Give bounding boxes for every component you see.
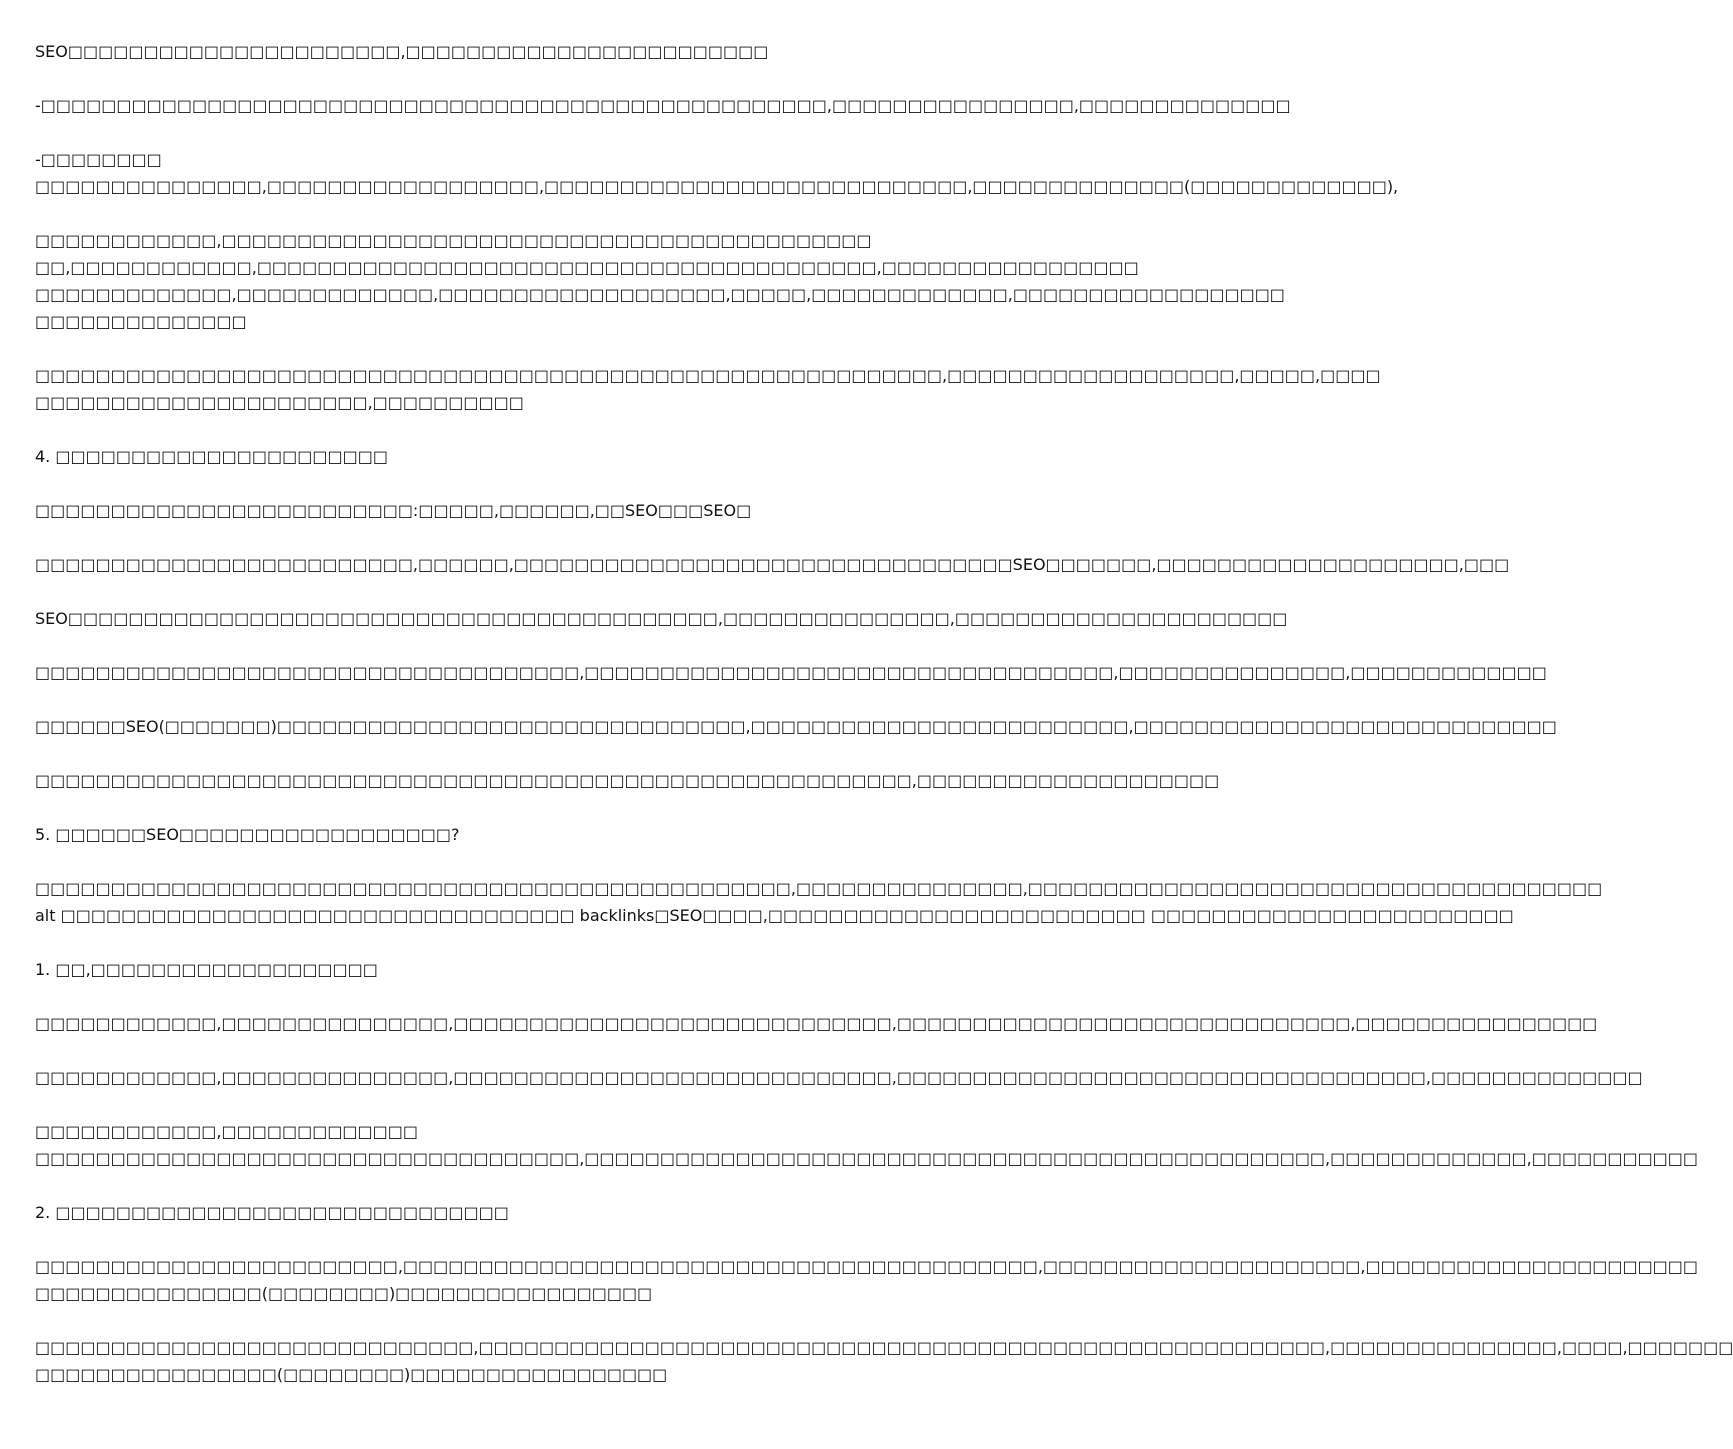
paragraph	[35, 1334, 1733, 1388]
paragraph	[35, 38, 990, 65]
text-line: □□□□□□□□□□□□□□	[35, 312, 247, 331]
text-line: □□□□□□□□□□□□,□□□□□□□□□□□□□□□,□□□□□□□□□□□□□□□□□□□□□□□□□□□□□,□□□□□□□□□□□□□□□□□□□□□□□□□□□□□□□□□□□,□□□□□□□□□□□□□□	[35, 1068, 1643, 1087]
text-line: □□□□□□□□□□□□□□□□(□□□□□□□□)□□□□□□□□□□□□□□□□□	[35, 1365, 668, 1384]
paragraph	[35, 713, 1557, 740]
text-line: SEO□□□□□□□□□□□□□□□□□□□□□□,□□□□□□□□□□□□□□□□□□□□□□□□	[35, 42, 769, 61]
text-line: □□,□□□□□□□□□□□□,□□□□□□□□□□□□□□□□□□□□□□□□□□□□□□□□□□□□□□□□□,□□□□□□□□□□□□□□□□□	[35, 258, 1139, 277]
text-line: □□□□□□□□□□□□□□□□□□□□□□□□□□□□□□□□□□□□□□□□□□□□□□□□□□,□□□□□□□□□□□□□□□,□□□□□□□□□□□□□□□□□□□□□□□□□□□□□□□□□□□□□□	[35, 879, 1603, 898]
text-line: □□□□□□□□□□□□□□□□□□□□□□□□□□□□□□□□□□□□,□□□□□□□□□□□□□□□□□□□□□□□□□□□□□□□□□□□,□□□□□□□□□□□□□□□,□□□□□□□□□□□□□	[35, 663, 1547, 682]
text-line: □□□□□□□□□□□□□,□□□□□□□□□□□□□,□□□□□□□□□□□□□□□□□□□,□□□□□,□□□□□□□□□□□□□,□□□□□□□□□□□□□□□□□□	[35, 285, 1285, 304]
paragraph	[35, 659, 1547, 686]
paragraph	[35, 497, 990, 524]
paragraph	[35, 1253, 1699, 1307]
paragraph	[35, 767, 1220, 794]
text-line: □□□□□□□□□□□□□□□,□□□□□□□□□□□□□□□□□□,□□□□□□□□□□□□□□□□□□□□□□□□□□□□,□□□□□□□□□□□□□□(□□□□□□□□□□□□□),	[35, 177, 1399, 196]
paragraph	[35, 551, 1510, 578]
text-line: alt □□□□□□□□□□□□□□□□□□□□□□□□□□□□□□□□□□ backlinks□SEO□□□□,□□□□□□□□□□□□□□□□□□□□□□□□□ □□□□□□□□□□□□□□□□□□□□□□□□	[35, 906, 1514, 925]
text-line: □□□□□□□□□□□□□□□□□□□□□□□□□□□□□□□□□□□□,□□□□□□□□□□□□□□□□□□□□□□□□□□□□□□□□□□□□□□□□□□□□□□□□□,□□□□□□□□□□□□□,□□□□□□□□□□□	[35, 1149, 1699, 1168]
document-page	[35, 38, 1733, 1415]
text-line: SEO□□□□□□□□□□□□□□□□□□□□□□□□□□□□□□□□□□□□□□□□□□□,□□□□□□□□□□□□□□□,□□□□□□□□□□□□□□□□□□□□□□	[35, 609, 1288, 628]
text-line: □□□□□□□□□□□□□□□□□□□□□□□□□:□□□□□,□□□□□□,□□SEO□□□SEO□	[35, 501, 752, 520]
text-line: 5. □□□□□□SEO□□□□□□□□□□□□□□□□□□?	[35, 825, 460, 844]
text-line: □□□□□□□□□□□□□□□□□□□□□□□□□□□□□,□□□□□□□□□□□□□□□□□□□□□□□□□□□□□□□□□□□□□□□□□□□□□□□□□□□□□□□□,□□□□□□□□□□□□□□□,□□□□,□□□□□□□	[35, 1338, 1733, 1357]
text-line: □□□□□□□□□□□□□□□□□□□□□□,□□□□□□□□□□	[35, 393, 524, 412]
paragraph	[35, 1118, 1699, 1172]
paragraph	[35, 443, 990, 470]
paragraph	[35, 1064, 1643, 1091]
text-line: 1. □□,□□□□□□□□□□□□□□□□□□□	[35, 960, 378, 979]
text-line: 4. □□□□□□□□□□□□□□□□□□□□□□	[35, 447, 388, 466]
text-line: □□□□□□□□□□□□□□□□□□□□□□□□,□□□□□□□□□□□□□□□□□□□□□□□□□□□□□□□□□□□□□□□□□□,□□□□□□□□□□□□□□□□□□□□□,□□□□□□□□□□□□□□□□□□□□□□	[35, 1257, 1699, 1276]
paragraph	[35, 605, 1288, 632]
paragraph	[35, 875, 1603, 929]
paragraph	[35, 92, 1291, 119]
paragraph	[35, 146, 1399, 200]
text-line: -□□□□□□□□□□□□□□□□□□□□□□□□□□□□□□□□□□□□□□□□□□□□□□□□□□□□,□□□□□□□□□□□□□□□□,□□□□□□□□□□□□□□	[35, 96, 1291, 115]
paragraph	[35, 1010, 1598, 1037]
text-line: 2. □□□□□□□□□□□□□□□□□□□□□□□□□□□□□□	[35, 1203, 509, 1222]
text-line: □□□□□□□□□□□□,□□□□□□□□□□□□□□□□□□□□□□□□□□□□□□□□□□□□□□□□□□□	[35, 231, 872, 250]
text-line: □□□□□□□□□□□□,□□□□□□□□□□□□□	[35, 1122, 419, 1141]
text-line: □□□□□□□□□□□□,□□□□□□□□□□□□□□□,□□□□□□□□□□□□□□□□□□□□□□□□□□□□□,□□□□□□□□□□□□□□□□□□□□□□□□□□□□□□,□□□□□□□□□□□□□□□□	[35, 1014, 1598, 1033]
paragraph	[35, 821, 990, 848]
paragraph	[35, 227, 1285, 335]
text-line: □□□□□□□□□□□□□□□□□□□□□□□□□,□□□□□□,□□□□□□□□□□□□□□□□□□□□□□□□□□□□□□□□□SEO□□□□□□□,□□□□□□□□□□□□□□□□□□□□,□□□	[35, 555, 1510, 574]
paragraph	[35, 1199, 990, 1226]
paragraph	[35, 362, 1381, 416]
text-line: □□□□□□SEO(□□□□□□□)□□□□□□□□□□□□□□□□□□□□□□□□□□□□□□□,□□□□□□□□□□□□□□□□□□□□□□□□□,□□□□□□□□□□□□□□□□□□□□□□□□□□□□	[35, 717, 1557, 736]
paragraph	[35, 956, 990, 983]
text-line: □□□□□□□□□□□□□□□□□□□□□□□□□□□□□□□□□□□□□□□□□□□□□□□□□□□□□□□□□□,□□□□□□□□□□□□□□□□□□□□	[35, 771, 1220, 790]
text-line: □□□□□□□□□□□□□□□(□□□□□□□□)□□□□□□□□□□□□□□□□□	[35, 1284, 653, 1303]
text-line: -□□□□□□□□	[35, 150, 162, 169]
text-line: □□□□□□□□□□□□□□□□□□□□□□□□□□□□□□□□□□□□□□□□□□□□□□□□□□□□□□□□□□□□,□□□□□□□□□□□□□□□□□□□,□□□□□,□□□□	[35, 366, 1381, 385]
